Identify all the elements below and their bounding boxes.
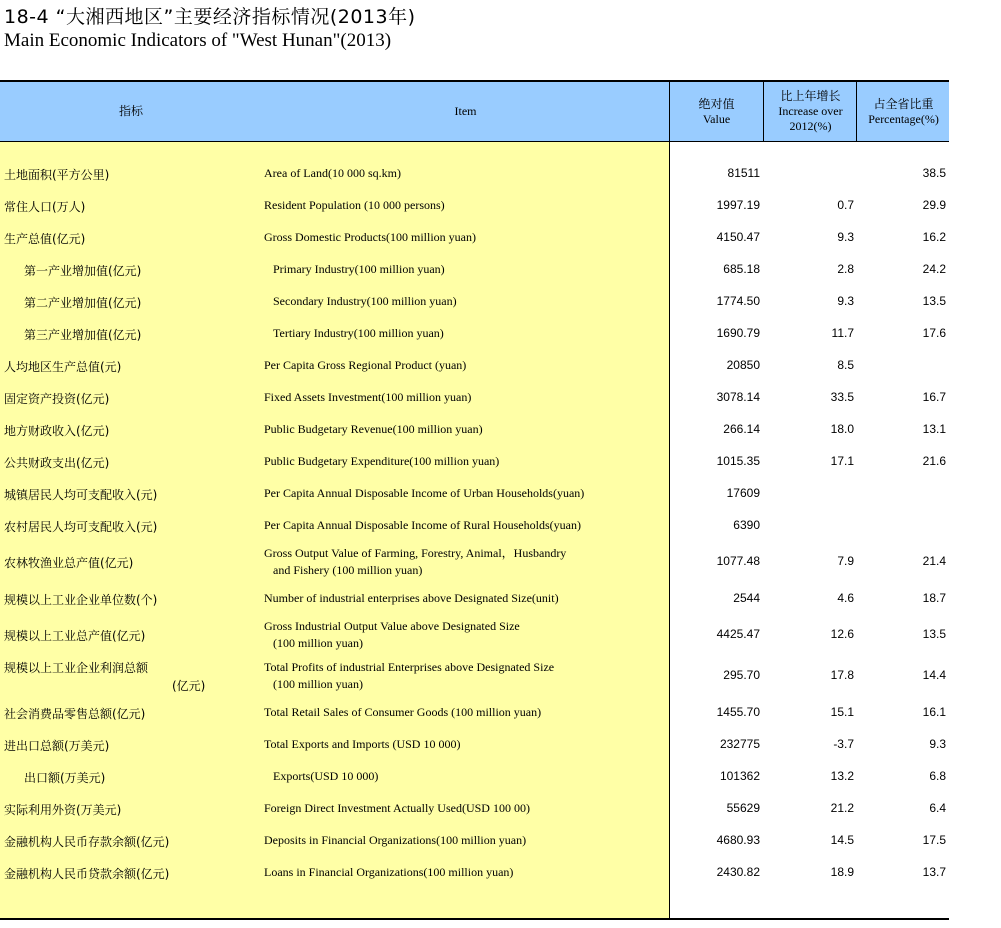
row-label-en: Public Budgetary Expenditure(100 million yuan) (264, 454, 500, 468)
row-percentage: 17.5 (922, 833, 946, 847)
table-header (0, 82, 949, 142)
header-increase-en-1: Increase over (778, 104, 843, 118)
row-label-cn: 第一产业增加值(亿元) (24, 264, 142, 278)
row-label-en: Gross Domestic Products(100 million yuan) (264, 230, 476, 244)
row-label-cn: 进出口总额(万美元) (4, 739, 110, 753)
row-label-en: Per Capita Gross Regional Product (yuan) (264, 358, 467, 372)
row-value: 266.14 (723, 422, 760, 436)
row-label-en-line2: (100 million yuan) (273, 636, 363, 650)
row-percentage: 18.7 (922, 591, 946, 605)
row-value: 20850 (726, 358, 760, 372)
row-percentage: 16.1 (922, 705, 946, 719)
row-label-en: Total Retail Sales of Consumer Goods (100 million yuan) (264, 705, 542, 719)
row-increase: 17.8 (830, 668, 854, 682)
row-increase: 13.2 (830, 769, 854, 783)
row-label-cn: 第二产业增加值(亿元) (24, 296, 142, 310)
row-increase: 33.5 (830, 390, 854, 404)
row-increase: 4.6 (837, 591, 854, 605)
row-increase: 7.9 (837, 554, 854, 568)
row-increase: 21.2 (830, 801, 854, 815)
row-label-en: Tertiary Industry(100 million yuan) (273, 326, 444, 340)
row-label-cn: 金融机构人民币存款余额(亿元) (4, 835, 170, 849)
row-percentage: 13.5 (922, 627, 946, 641)
row-percentage: 6.8 (929, 769, 946, 783)
row-label-cn: 土地面积(平方公里) (4, 168, 110, 182)
row-label-en: Loans in Financial Organizations(100 million yuan) (264, 865, 514, 879)
row-label-en: Number of industrial enterprises above Designated Size(unit) (264, 591, 559, 605)
row-label-cn: 公共财政支出(亿元) (4, 456, 110, 470)
row-label-cn: 实际利用外资(万美元) (4, 803, 122, 817)
header-value-cn: 绝对值 (698, 96, 735, 111)
row-value: 232775 (719, 737, 760, 751)
row-label-cn: 第三产业增加值(亿元) (24, 328, 142, 342)
row-label-cn: 常住人口(万人) (4, 200, 86, 214)
row-increase: 18.9 (830, 865, 854, 879)
row-label-en: Resident Population (10 000 persons) (264, 198, 445, 212)
header-increase-en-2: 2012(%) (789, 119, 832, 133)
row-value: 4150.47 (716, 230, 760, 244)
row-label-en: Fixed Assets Investment(100 million yuan) (264, 390, 472, 404)
row-label-cn: 社会消费品零售总额(亿元) (4, 707, 146, 721)
row-value: 295.70 (723, 668, 760, 682)
row-percentage: 29.9 (922, 198, 946, 212)
row-value: 1690.79 (716, 326, 760, 340)
table-bottom-rule (0, 918, 949, 920)
row-percentage: 21.6 (922, 454, 946, 468)
row-label-en: Secondary Industry(100 million yuan) (273, 294, 457, 308)
row-increase: 0.7 (837, 198, 854, 212)
row-label-en: Primary Industry(100 million yuan) (273, 262, 445, 276)
row-label-cn: 固定资产投资(亿元) (4, 392, 110, 406)
row-label-en: Gross Output Value of Farming, Forestry, Animal，Husbandry (264, 546, 567, 560)
row-label-en-line2: (100 million yuan) (273, 677, 363, 691)
header-increase (763, 82, 857, 141)
row-label-cn: 金融机构人民币贷款余额(亿元) (4, 867, 170, 881)
row-label-cn: 农林牧渔业总产值(亿元) (4, 556, 134, 570)
row-increase: -3.7 (833, 737, 854, 751)
row-value: 1774.50 (716, 294, 760, 308)
row-label-en: Area of Land(10 000 sq.km) (264, 166, 401, 180)
row-percentage: 13.7 (922, 865, 946, 879)
row-label-cn: 规模以上工业总产值(亿元) (4, 629, 146, 643)
row-label-en: Gross Industrial Output Value above Designated Size (264, 619, 520, 633)
row-value: 101362 (719, 769, 760, 783)
row-value: 4680.93 (716, 833, 760, 847)
row-increase: 11.7 (831, 326, 854, 340)
row-value: 2544 (733, 591, 760, 605)
header-percentage-cn: 占全省比重 (873, 96, 934, 111)
header-item-en: Item (454, 104, 477, 118)
row-percentage: 17.6 (922, 326, 946, 340)
row-label-en: Total Profits of industrial Enterprises above Designated Size (264, 660, 555, 674)
row-value: 3078.14 (716, 390, 760, 404)
row-increase: 18.0 (830, 422, 854, 436)
row-value: 685.18 (723, 262, 760, 276)
row-label-cn: 农村居民人均可支配收入(元) (4, 520, 158, 534)
row-value: 1997.19 (716, 198, 760, 212)
page-title-chinese: 18-4 “大湘西地区”主要经济指标情况(2013年) (4, 6, 416, 28)
row-percentage: 16.2 (922, 230, 946, 244)
row-value: 17609 (726, 486, 760, 500)
row-increase: 15.1 (830, 705, 854, 719)
row-label-cn: 人均地区生产总值(元) (4, 360, 122, 374)
row-percentage: 16.7 (922, 390, 946, 404)
header-indicator-cn: 指标 (118, 104, 143, 118)
row-increase: 9.3 (837, 294, 854, 308)
row-label-cn: 地方财政收入(亿元) (4, 424, 110, 438)
row-label-en: Per Capita Annual Disposable Income of Urban Households(yuan) (264, 486, 585, 500)
row-label-cn: 城镇居民人均可支配收入(元) (4, 488, 158, 502)
row-label-en: Per Capita Annual Disposable Income of Rural Households(yuan) (264, 518, 581, 532)
row-percentage: 21.4 (922, 554, 946, 568)
row-value: 55629 (726, 801, 760, 815)
row-value: 81511 (727, 166, 760, 180)
row-label-en: Deposits in Financial Organizations(100 million yuan) (264, 833, 527, 847)
row-value: 1077.48 (716, 554, 760, 568)
row-percentage: 24.2 (922, 262, 946, 276)
row-label-cn: 规模以上工业企业单位数(个) (4, 593, 158, 607)
row-label-en: Foreign Direct Investment Actually Used(USD 100 00) (264, 801, 530, 815)
row-label-en: Total Exports and Imports (USD 10 000) (264, 737, 461, 751)
row-increase: 12.6 (830, 627, 854, 641)
header-value-en: Value (702, 111, 731, 126)
page-title-english: Main Economic Indicators of "West Hunan"(2013) (4, 30, 392, 51)
row-percentage: 13.1 (922, 422, 946, 436)
row-increase: 14.5 (830, 833, 854, 847)
row-value: 4425.47 (716, 627, 760, 641)
row-label-cn: 规模以上工业企业利润总额 (4, 661, 149, 675)
row-value: 6390 (733, 518, 760, 532)
row-label-en: Public Budgetary Revenue(100 million yuan) (264, 422, 483, 436)
row-value: 1455.70 (716, 705, 760, 719)
row-label-cn: 生产总值(亿元) (4, 232, 86, 246)
row-percentage: 14.4 (922, 668, 946, 682)
header-percentage (856, 82, 950, 141)
row-label-en-line2: and Fishery (100 million yuan) (273, 563, 423, 577)
row-percentage: 9.3 (929, 737, 946, 751)
row-percentage: 6.4 (929, 801, 946, 815)
row-label-en: Exports(USD 10 000) (273, 769, 379, 783)
row-percentage: 38.5 (922, 166, 946, 180)
header-percentage-en: Percentage(%) (868, 111, 939, 126)
row-increase: 8.5 (837, 358, 854, 372)
row-increase: 9.3 (837, 230, 854, 244)
header-increase-cn: 比上年增长 (780, 89, 841, 103)
row-label-cn-unit: (亿元) (172, 679, 206, 693)
row-value: 2430.82 (716, 865, 760, 879)
row-percentage: 13.5 (922, 294, 946, 308)
row-label-cn: 出口额(万美元) (24, 771, 106, 785)
header-value (669, 82, 763, 141)
row-increase: 17.1 (830, 454, 854, 468)
row-increase: 2.8 (837, 262, 854, 276)
indicators-table (0, 80, 949, 918)
row-value: 1015.35 (716, 454, 760, 468)
